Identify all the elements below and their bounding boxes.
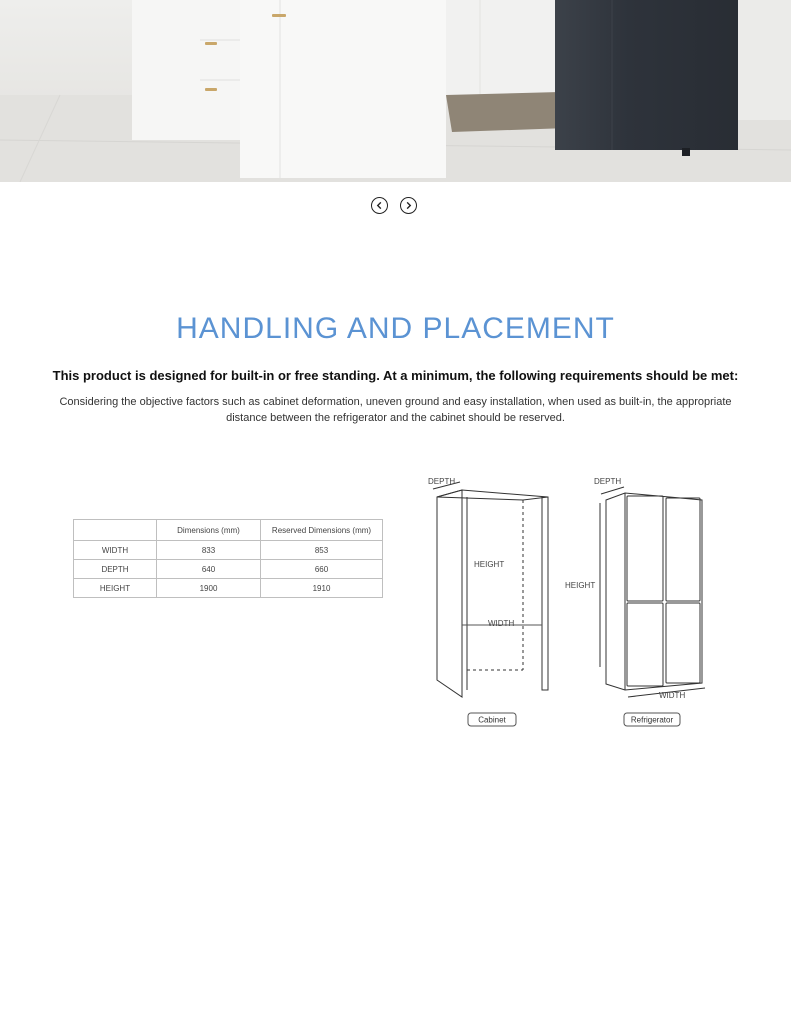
table-cell: 853 — [261, 541, 383, 560]
cabinet-height-label: HEIGHT — [474, 560, 505, 569]
dimensions-table — [73, 519, 383, 598]
placement-diagrams — [420, 470, 720, 740]
table-row — [74, 541, 383, 560]
table-header-cell: Dimensions (mm) — [157, 520, 261, 541]
cabinet-depth-label: DEPTH — [428, 477, 456, 486]
cabinet-width-label: WIDTH — [488, 619, 515, 628]
section-subtitle: This product is designed for built-in or free standing. At a minimum, the following requirements should be met: — [52, 368, 739, 383]
hero-image — [0, 0, 791, 182]
chevron-right-icon — [404, 201, 413, 210]
section-description: Considering the objective factors such as cabinet deformation, uneven ground and easy installation, when used as built-in, the appropriate distance between the refrigerator and the cabinet should be reserved. — [59, 396, 732, 424]
carousel-next-button[interactable] — [400, 197, 417, 214]
table-cell: 640 — [157, 560, 261, 579]
carousel-nav — [371, 197, 417, 214]
table-cell: 833 — [157, 541, 261, 560]
chevron-left-icon — [375, 201, 384, 210]
fridge-width-label: WIDTH — [659, 691, 686, 700]
kitchen-scene-graphic — [0, 0, 791, 182]
fridge-height-label: HEIGHT — [565, 581, 596, 590]
section-title: HANDLING AND PLACEMENT — [176, 312, 615, 345]
table-cell: 1910 — [261, 579, 383, 598]
table-cell: WIDTH — [74, 541, 157, 560]
refrigerator-diagram — [600, 487, 705, 697]
table-cell: 660 — [261, 560, 383, 579]
table-header-cell — [74, 520, 157, 541]
table-cell: DEPTH — [74, 560, 157, 579]
table-row — [74, 579, 383, 598]
carousel-prev-button[interactable] — [371, 197, 388, 214]
table-cell: 1900 — [157, 579, 261, 598]
table-row — [74, 560, 383, 579]
table-cell: HEIGHT — [74, 579, 157, 598]
cabinet-diagram — [433, 482, 548, 697]
table-header-cell: Reserved Dimensions (mm) — [261, 520, 383, 541]
cabinet-caption: Cabinet — [478, 715, 506, 725]
refrigerator-caption: Refrigerator — [630, 715, 674, 725]
table-header-row — [74, 520, 383, 541]
fridge-depth-label: DEPTH — [594, 477, 622, 486]
diagrams-svg — [420, 470, 720, 740]
